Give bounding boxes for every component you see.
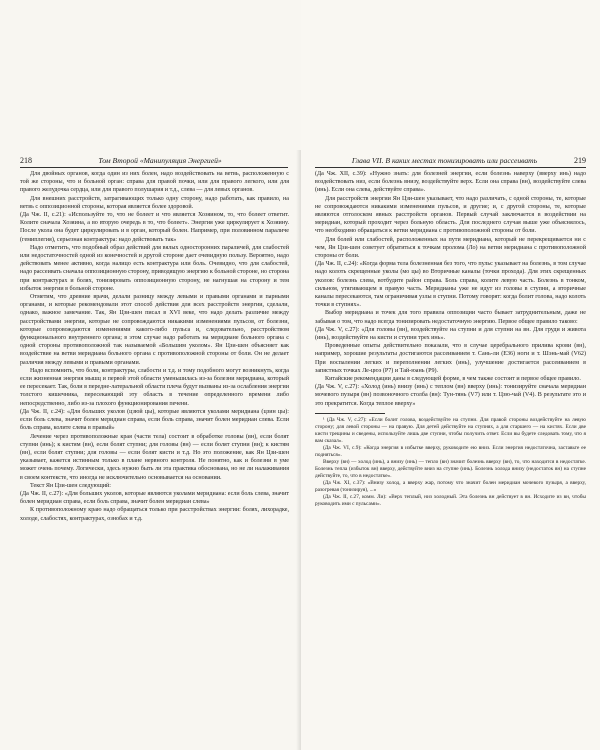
citation: (Да Чж. V, с.27): «Для головы (вн), воздействуйте на ступни и для ступни на вн. Для груди и живота (инь), воздействуйте на кисти и ступни трех инь». bbox=[315, 326, 586, 342]
paragraph: Для внешних расстройств, затрагивающих только одну сторону, надо работать, как правило, на ветвь с оппозиционной стороны, которая является более здоровой. bbox=[20, 195, 289, 210]
footnote-divider bbox=[315, 413, 385, 414]
paragraph: Надо вспомнить, что боли, контрактуры, слабости и т.д. и тому подобного могут возникнуть, когда если жизненная энергия мышц и первой этой области уменьшилась из-за болезни меридиана, который ее пересекает. Так, боли в передне-латеральной области плеча будут вызваны из-за ослабления энергии толстого кишечника, пересекающий эту область в течение определенного времени либо непосредственно, либо из-за плохого функционирования печени. bbox=[20, 367, 289, 407]
right-page bbox=[301, 0, 600, 750]
paragraph: Выбор меридиана и точек для того правила оппозиции часто бывает затруднительным, даже не забывая о том, что надо всегда тонизировать недостаточную энергию. Первое общее правило таково: bbox=[315, 310, 586, 325]
paragraph: Проведенные опыты действительно показали, что в случае церебрального прилива крови (вн), например, хорошие результаты достигаются рассеиванием т. Сань-ли (Е36) ноги и т. Шэнь-май (V62) При воспалении легких и переполнении легких (инь), улучшение достигается рассеиванием в запястных точках Ле-цюэ (P7) и Тай-юань (P9). bbox=[315, 343, 586, 374]
left-body-text bbox=[20, 170, 289, 523]
right-page-number: 219 bbox=[573, 156, 586, 165]
right-running-head bbox=[315, 156, 586, 168]
paragraph: Для расстройств энергии Ян Цзи-шен указывает, что надо различать, с одной стороны, те, которые не сопровождаются никакими изменениями пульсов, и другие; и, с другой стороны, те, которые являются отголоском явных расстройств органов. Первый случай заключается в воздействии на меридиан, который проходит через больную область. Для последнего случая выше уже объяснялось, что необходимо обращаться к ветви меридиана с противоположной стороны от боли. bbox=[315, 195, 586, 235]
paragraph: Надо отметить, что подобный образ действий для вялых односторонних параличей, для слабостей или недостаточностей одной из конечностей и другой стороне дает очевидную пользу. Вероятно, надо действовать менее активно, когда налицо есть контрактура или боль. Очевидно, что для слабостей, надо рассеивать сначала оппозиционную сторону, приводящую энергию к больной стороне, но сторона при контрактурах и болях, тонизировать оппозиционную сторону, не нагнушая на сторону и тем избыток энергии в больной стороне. bbox=[20, 244, 289, 292]
citation: (Да Чж. II, с.21): «Используйте то, что не болеет и что является Хозяином, то, что болеет ответит. Колите сначала Хозяина, а во вторую очередь в то, что болеет». Энергия уже циркулирует к Хозяину. После укола она будет циркулировать и в орган, который болен. Например, при половинном параличе (гемиплегия), серьезная контрактура: надо действовать так» bbox=[20, 212, 289, 243]
citation: (Да Чж. XII, с.39): «Нужно знать: для болезней энергии, если болезнь наверху (вверху инь) надо воздействовать низ, если болезнь внизу, воздействуйте верх. Если она справа (вн), воздействуйте слева (инь). Если она слева, действуйте справа». bbox=[315, 171, 586, 194]
right-running-title: Глава VII. В каких местах тонизировать или рассеивать bbox=[351, 156, 538, 165]
citation: (Да Чж. V, с.27): «Холод (инь) внизу (инь) с теплом (вн) вверху (инь): тонизируйте сначала меридиан мочевого пузыря (вн) позвоночного столба (вн): Тун-тянь (V7) или т. Цзю-чай (V4). В результате это и это прекратится. Когда теплое вверху» bbox=[315, 384, 586, 407]
left-page-number: 218 bbox=[20, 156, 32, 165]
citation: (Да Чж. II, с.27): «Для больших уколов, которые являются уколами меридиана: если боль слева, значит болен меридиан справа, если боль справа, значит болен меридиан слева» bbox=[20, 490, 289, 506]
footnote: ¹ (Да Чж. V, с.27): «Если болит голова, воздействуйте на ступни. Для правой стороны воздействуйте на левую сторону; для левой стороны — на правую. Для детей действуйте на ступнях, а для старшего — на кистях. Если две кисти трещины и сведены, используйте лишь две ступни, чтобы получить ответ. Если вы будете следовать тому, что я вам сказал». bbox=[315, 416, 586, 444]
footnote: (Да Чж. XI, с.37): «Внизу холод, а вверху жар, потому что значит болен меридиан мочевого пузыря, а вверху, разогревая (тонизируя), ...» bbox=[315, 479, 586, 493]
paragraph: К противоположному краю надо обращаться только при расстройствах энергии: болях, лихорадке, холоде, слабостях, контрактурах, ознобах и т.д. bbox=[20, 507, 289, 522]
citation: (Да Чж. II, с.24): «Когда форма тела болезненная без того, что пульс указывает на болезнь, в том случае надо колоть скрещенные уколы (мо цы) во Вторичные каналы (точки прохода). Для этих скрещенных уколов: болезнь слева, вотбудите район справа. Боль справа, колите левую часть. Болезнь в тонком, сильном, утягивающем в правую часть. Меридианы уже не идут из головы в ступни, а вторичные каналы пересекаются, там ограничивая узлы в ступни. Потому говорят: когда болит голова, надо колоть точки в ступнях». bbox=[315, 261, 586, 309]
paragraph: Лечение через противоположные края (части тела) состоит в обработке головы (вн), если болят ступни (инь); к кистям (вн), если болят ступни; для головы (вн) — если болят ступни (вн); к кистям (вн), если болят ступни; для головы — если болят кисти и т.д. Но это положение, как Ян Цзи-шен указывает, кажется истинным только в плане нервного контроля. Не понятно, как и болезни в уме может очень почему. Логически, здесь нужно быть ли эта практика обоснована, но не ли налаживания в своем контексте, что иногда не исключительно основывается на основании. bbox=[20, 433, 289, 481]
footnote: (Да Чж. II, с.27, комм. Ли): «Верх теплый, низ холодный. Эта болезнь вн действует в вн. Исходите из вн, чтобы руководить ими с пульсами». bbox=[315, 493, 586, 507]
right-body-text bbox=[315, 170, 586, 408]
paragraph: Для болей или слабостей, расположенных на пути меридиана, который не перекрещивается ни с чем, Ян Цзи-шен советует обратиться к точкам пролома (Ло) на ветви меридиана с противоположной стороны от боли. bbox=[315, 236, 586, 260]
paragraph: Текст Ян Цзи-шен следующий: bbox=[30, 482, 112, 489]
footnotes bbox=[315, 417, 586, 508]
paragraph: Для двойных органов, когда один из них болен, надо воздействовать на ветвь, расположенную с той же стороны, что и больной орган: справа для правой почки, или для правого легкого, или для правого желудочка сердца, или для правого полушария и т.д., слева — для левых органов. bbox=[20, 171, 289, 194]
left-running-head bbox=[20, 156, 288, 168]
citation: (Да Чж. II, с.24): «Для больших уколов (цзюй цы), которые являются уколами меридиана (цзин цы): если боль слева, значит болен меридиан справа, если боль справа, значит болен меридиан слева. Если боль справа, колите слева в правый» bbox=[20, 408, 289, 432]
footnote: (Да Чж. VI, с.9): «Когда энергия в избытке вверху, руководите ею вниз. Если энергия недостаточна, заставьте ее подняться». bbox=[315, 444, 586, 458]
left-running-title: Том Второй «Манипуляция Энергией» bbox=[98, 156, 222, 165]
paragraph: Отметим, что древние врачи, делали разницу между левыми и правыми органами и парными органами, и которые рекомендовали этот способ действия для всех расстройств энергии, сделали, однако, важное замечание. Так, Ян Цзи-шен писал в XVI веке, что надо делать различие между расстройствами энергии, которые не сопровождаются никакими изменениями пульсов, от болезни, которые сопровождаются изменениями какого-либо пульса и, следовательно, расстройством функционального внутреннего органа; в этом случае надо работать на меридиане больного органа с одной стороны противоположной так называемой «Большим уколом». Ян Цзи-шен объясняет как воздействие на ветви меридиана больного органа с противоположной стороны от боли. Он не делает различия между левыми и правыми органами. bbox=[20, 294, 289, 366]
footnote: Вверху (вн) — холод (инь), а внизу (инь) — тепло (вн) значит болезнь вверху (вн), то, что находится в недостатке. Болезнь тепла (избыток вн) вверху, действуйте вниз на ступне (инь). Болезнь холода внизу (недостаток вн) на ступне действуйте, то, что в недостатке». bbox=[315, 458, 586, 479]
paragraph: Китайские рекомендации даны в следующей форме, в чем также состоит и первое общее правило. bbox=[325, 376, 581, 383]
